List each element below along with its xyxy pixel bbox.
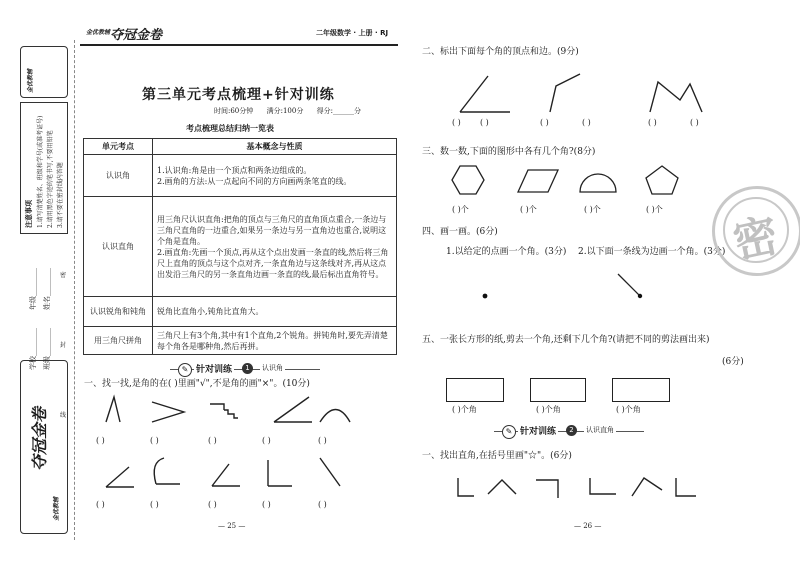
table-row [84,155,397,197]
figure-line-10 [320,458,340,486]
header-subject: 二年级数学 · 上册 · RJ [316,29,389,37]
answer-paren[interactable]: ( ) [262,436,271,445]
q1-figures [84,392,384,512]
field-grade-label: 年级 [29,296,37,310]
answer-paren[interactable]: ( ) [648,118,657,127]
answer-paren[interactable]: ( ) [582,118,591,127]
question-1: 一、找一找,是角的在( )里画"√",不是角的画"×"。(10分) [84,379,310,389]
q3-answer[interactable]: ( )个 [646,205,663,214]
question-3: 三、数一数,下面的图形中各有几个角?(8分) [422,147,596,157]
table-cell-content: 三角尺上有3个角,其中有1个直角,2个锐角。拼钝角时,要先弄清楚每个角各是哪种角,然后再拼。 [153,327,397,355]
question-5: 五、一张长方形的纸,剪去一个角,还剩下几个角?(请把不同的剪法画出来) [422,335,710,345]
hexagon-shape [452,166,484,194]
field-school-label: 学校 [29,356,37,370]
q3-answer[interactable]: ( )个 [584,205,601,214]
seal-char-1: 密 [60,272,67,279]
binding-notice-box [20,102,68,234]
page-number-left: — 25 — [218,522,246,530]
confidential-stamp [712,186,800,276]
stamp-char: 密 [729,209,783,269]
q2-figures [440,66,740,126]
given-line [618,274,640,296]
pentagon-shape [646,166,678,194]
exam-meta: 时间:60分钟 满分:100分 得分:______分 [214,107,362,115]
field-name: 姓名________ [43,268,51,310]
binding-fold-line [74,40,75,540]
table-cell-content: 用三角尺认识直角:把角的顶点与三角尺的直角顶点重合,一条边与三角尺直角的一边重合,如果另一条边与另一直角边也重合,说明这个角是直角。 2.画直角:先画一个顶点,再从这个点出发画一条直的线,然后将三角尺上直角的顶点与这个点对齐,一条直角边与这条线对齐,再从这点出发沿三角尺的另一条直角边画一条直的线,最后标出直角符号。 [153,197,397,297]
notice-line-3: 3.请不要在密封线内答题 [57,162,64,228]
q3-shapes [440,162,700,202]
answer-paren[interactable]: ( ) [262,500,271,509]
binding-brand-small: 金优教辅 [27,68,34,93]
question-5-score: (6分) [722,357,744,367]
q6-angle-3 [536,480,558,498]
answer-paren[interactable]: ( ) [318,500,327,509]
notice-line-2: 2.请用黑色字迹的笔书写,不要用铅笔 [47,130,54,228]
answer-paren[interactable]: ( ) [96,436,105,445]
pencil-icon: ✎ [502,425,516,439]
semicircle-shape [580,174,616,192]
figure-zigzag-3 [210,404,238,418]
answer-paren[interactable]: ( ) [208,436,217,445]
q2-angle-1 [460,76,510,112]
table-header-content: 基本概念与性质 [153,139,397,155]
header-brand: 夺冠金卷 [110,28,163,43]
table-cell-content: 锐角比直角小,钝角比直角大。 [153,297,397,327]
training-number: 2 [566,425,577,436]
seal-char-3: 线 [60,412,67,419]
q2-angle-2 [550,74,580,112]
binding-strip [14,40,74,540]
header-rule-left [80,44,398,46]
answer-paren[interactable]: ( ) [690,118,699,127]
answer-paren[interactable]: ( ) [150,436,159,445]
knowledge-table [83,138,397,355]
answer-paren[interactable]: ( ) [480,118,489,127]
header-brand-sub: 金优教辅 [86,29,111,36]
binding-brand-sub: 金优教辅 [53,496,60,521]
question-4-2: 2.以下面一条线为边画一个角。(3分) [578,247,726,257]
table-cell-topic: 认识直角 [84,197,153,297]
training-banner-label: 针对训练 [194,362,234,375]
given-line-end [638,294,642,298]
q3-answer[interactable]: ( )个 [520,205,537,214]
table-cell-topic: 认识锐角和钝角 [84,297,153,327]
field-name-label: 姓名 [43,296,51,310]
figure-angle-9 [268,460,292,486]
table-row [84,327,397,355]
page-title: 第三单元考点梳理+针对训练 [142,87,335,103]
rect-paper-2 [530,378,586,402]
parallelogram-shape [518,170,558,192]
q3-answer[interactable]: ( )个 [452,205,469,214]
figure-angle-2 [152,402,184,422]
table-header-topic: 单元考点 [84,139,153,155]
q6-angle-6 [676,478,696,496]
q4-figures [470,266,690,306]
q6-angle-2 [488,480,516,494]
rect-paper-1 [446,378,504,402]
figure-angle-6 [106,467,134,487]
pencil-icon: ✎ [178,363,192,377]
question-4: 四、画一画。(6分) [422,227,498,237]
binding-brand-main: 夺冠金卷 [30,406,49,471]
answer-paren[interactable]: ( ) [150,500,159,509]
table-row [84,197,397,297]
q2-zigzag-3 [650,82,702,112]
notice-title: 注意事项 [25,200,33,228]
figure-angle-8 [212,464,240,486]
q5-answer[interactable]: ( )个角 [452,405,477,414]
answer-paren[interactable]: ( ) [96,500,105,509]
seal-char-2: 封 [60,342,67,349]
q5-answer[interactable]: ( )个角 [536,405,561,414]
figure-curve-5 [320,410,350,423]
question-2: 二、标出下面每个角的顶点和边。(9分) [422,47,579,57]
training-banner-label: 针对训练 [518,424,558,437]
q5-answer[interactable]: ( )个角 [616,405,641,414]
field-school: 学校________ [29,328,37,370]
q6-angle-1 [458,478,474,496]
given-point [483,294,488,299]
page-number-right: — 26 — [574,522,602,530]
figure-angle-4 [274,397,312,422]
table-header-row [84,139,397,155]
figure-angle-1 [106,397,120,422]
training-banner-2 [494,424,644,438]
rect-paper-3 [612,378,670,402]
table-cell-content: 1.认识角:角是由一个顶点和两条边组成的。 2.画角的方法:从一点起向不同的方向画两条笔直的线。 [153,155,397,197]
field-class: 班级________ [43,328,51,370]
training-topic: 认识角 [262,364,283,372]
binding-brand-box-top [20,46,68,98]
field-class-label: 班级 [43,356,51,370]
table-title: 考点梳理总结归纳一览表 [186,124,274,133]
question-6: 一、找出直角,在括号里画"☆"。(6分) [422,451,572,461]
answer-paren[interactable]: ( ) [208,500,217,509]
q6-angle-4 [590,478,616,494]
figure-curve-angle-7 [154,458,180,484]
training-topic: 认识直角 [586,426,614,434]
answer-paren[interactable]: ( ) [540,118,549,127]
training-banner-1 [170,362,320,376]
table-row [84,297,397,327]
q6-angle-5 [632,478,662,496]
binding-brand-box-bottom [20,360,68,534]
table-cell-topic: 认识角 [84,155,153,197]
table-cell-topic: 用三角尺拼角 [84,327,153,355]
training-number: 1 [242,363,253,374]
field-grade: 年级________ [29,268,37,310]
q6-figures [440,472,700,502]
notice-line-1: 1.请写清楚姓名、班级和学号(或准考证号) [37,115,44,228]
answer-paren[interactable]: ( ) [318,436,327,445]
question-4-1: 1.以给定的点画一个角。(3分) [446,247,567,257]
answer-paren[interactable]: ( ) [452,118,461,127]
